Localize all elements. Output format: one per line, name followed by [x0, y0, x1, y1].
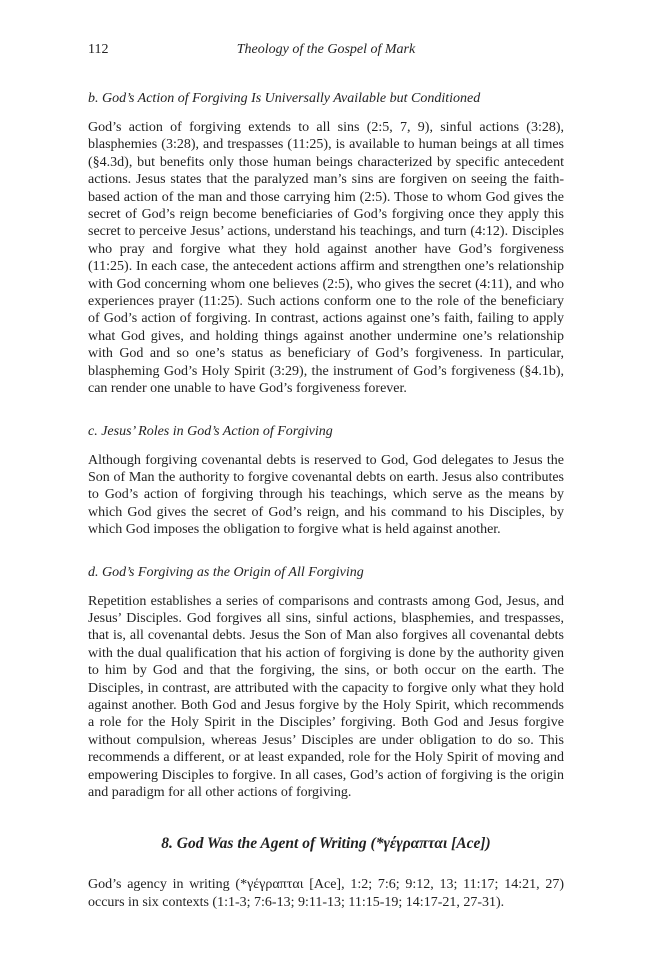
section-c-heading: c. Jesus’ Roles in God’s Action of Forgiving	[88, 423, 333, 439]
section-d-heading: d. God’s Forgiving as the Origin of All Forgiving	[88, 564, 364, 580]
section-b-heading: b. God’s Action of Forgiving Is Universally Available but Conditioned	[88, 91, 481, 106]
section-d-paragraph: Repetition establishes a series of comparisons and contrasts among God, Jesus, and Jesus’ Disciples. God forgives all sins, sinful actions, blasphemies, and trespasses, that is, all covenantal debts. Jesus the Son of Man also forgives all covenantal debts with the dual qualification that his action of forgiving is done by the authority given to him by God and that the forgiving, the sins, or both occur on the earth. The Disciples, in contrast, are attributed with the capacity to forgive only what they hold against another. Both God and Jesus forgive by the Holy Spirit, which recommends a role for the Holy Spirit in the Disciples’ forgiving. Both God and Jesus forgive without compulsion, whereas Jesus’ Disciples are under obligation to do so. This recommends a different, or at least expanded, role for the Holy Spirit of moving and empowering Disciples to forgive. In all cases, God’s action of forgiving is the origin and paradigm for all other actions of forgiving.	[88, 593, 564, 800]
page-number: 112	[88, 42, 109, 57]
chapter-8-heading: 8. God Was the Agent of Writing (*γέγραπται [Ace])	[161, 835, 491, 853]
section-b-paragraph: God’s action of forgiving extends to all sins (2:5, 7, 9), sinful actions (3:28), blasphemies (3:28), and trespasses (11:25), is available to human beings at all times (§4.3d), but benefits only those human beings characterized by specific antecedent actions. Jesus states that the paralyzed man’s sins are forgiven on seeing the faith-based action of the man and those carrying him (2:5). Those to whom God gives the secret of God’s reign become beneficiaries of God’s forgiving once they apply this secret to perceive Jesus’ actions, understand his teachings, and turn (4:12). Disciples who pray and forgive what they hold against another have God’s forgiveness (11:25). In each case, the antecedent actions affirm and strengthen one’s relationship with God concerning whom one believes (2:5), who gives the secret (4:11), and who experiences prayer (11:25). Such actions conform one to the role of the beneficiary of God’s action of forgiving. In contrast, actions against one’s faith, failing to apply what God gives, and holding things against another undermine one’s relationship with God and so one’s status as beneficiary of God’s forgiveness. In particular, blaspheming God’s Holy Spirit (3:29), the instrument of God’s forgiveness (§4.1b), can render one unable to have God’s forgiveness forever.	[88, 120, 564, 397]
running-title: Theology of the Gospel of Mark	[236, 42, 416, 57]
chapter-8-paragraph: God’s agency in writing (*γέγραπται [Ace], 1:2; 7:6; 9:12, 13; 11:17; 14:21, 27) occurs in six contexts (1:1-3; 7:6-13; 9:11-13; 11:15-19; 14:17-21, 27-31).	[88, 877, 564, 910]
book-page	[88, 42, 564, 911]
running-head	[88, 42, 564, 64]
section-c-paragraph: Although forgiving covenantal debts is reserved to God, God delegates to Jesus the Son of Man the authority to forgive covenantal debts on earth. Jesus also contributes to God’s action of forgiving through his teachings, which serve as the means by which God gives the secret of God’s reign, and his command to his Disciples, by which God imposes the obligation to forgive what is held against another.	[88, 452, 564, 538]
